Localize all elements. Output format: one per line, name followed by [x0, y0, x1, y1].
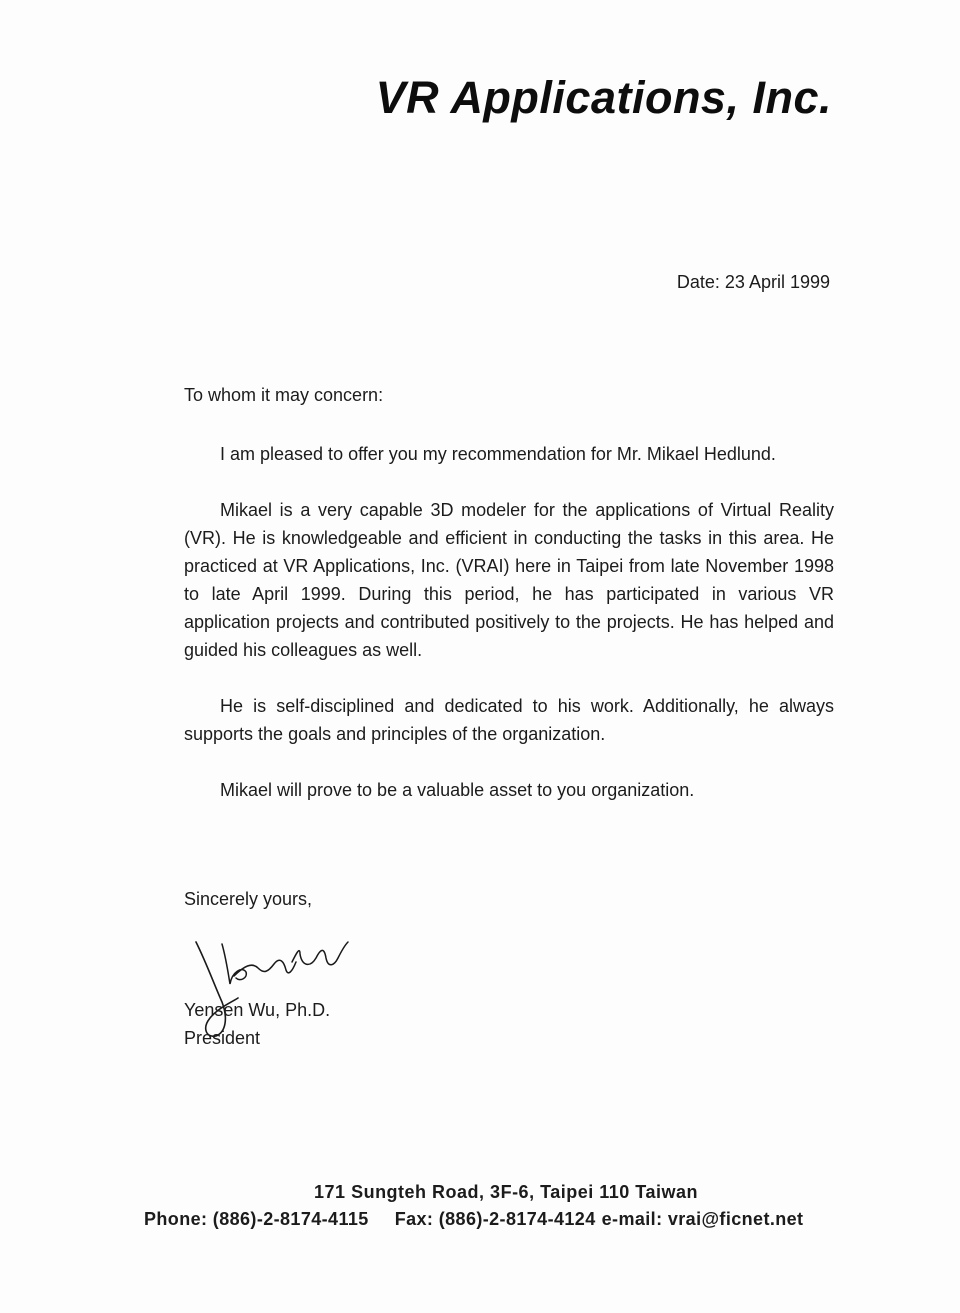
closing: Sincerely yours, [184, 889, 313, 909]
phone-number: Phone: (886)-2-8174-4115 [144, 1209, 369, 1229]
signer-title: President [184, 1028, 261, 1048]
paragraph-conclusion: Mikael will prove to be a valuable asset to you organization. [220, 780, 695, 800]
letter-date: Date: 23 April 1999 [676, 272, 830, 292]
email-address: e-mail: vrai@ficnet.net [601, 1209, 804, 1229]
company-address: 171 Sungteh Road, 3F-6, Taipei 110 Taiwan [314, 1182, 698, 1202]
signer-name: Yensen Wu, Ph.D. [184, 1000, 331, 1020]
fax-number: Fax: (886)-2-8174-4124 [394, 1209, 596, 1229]
paragraph-intro: I am pleased to offer you my recommendation for Mr. Mikael Hedlund. [220, 444, 776, 464]
paragraph-qualifications: Mikael is a very capable 3D modeler for the applications of Virtual Reality (VR). He is knowledgeable and efficient in conducting the tasks in this area. He practiced at VR Applications, Inc. (VRAI) here in Taipei from late November 1998 to late April 1999. During this period, he has participated in various VR application projects and contributed positively to the projects. He has helped and guided his colleagues as well. [184, 500, 834, 660]
salutation: To whom it may concern: [184, 385, 384, 405]
paragraph-character: He is self-disciplined and dedicated to his work. Additionally, he always supports the goals and principles of the organization. [184, 696, 834, 744]
handwritten-signature [188, 932, 358, 1042]
company-letterhead: VR Applications, Inc. [375, 72, 832, 123]
company-contact [144, 1209, 803, 1230]
